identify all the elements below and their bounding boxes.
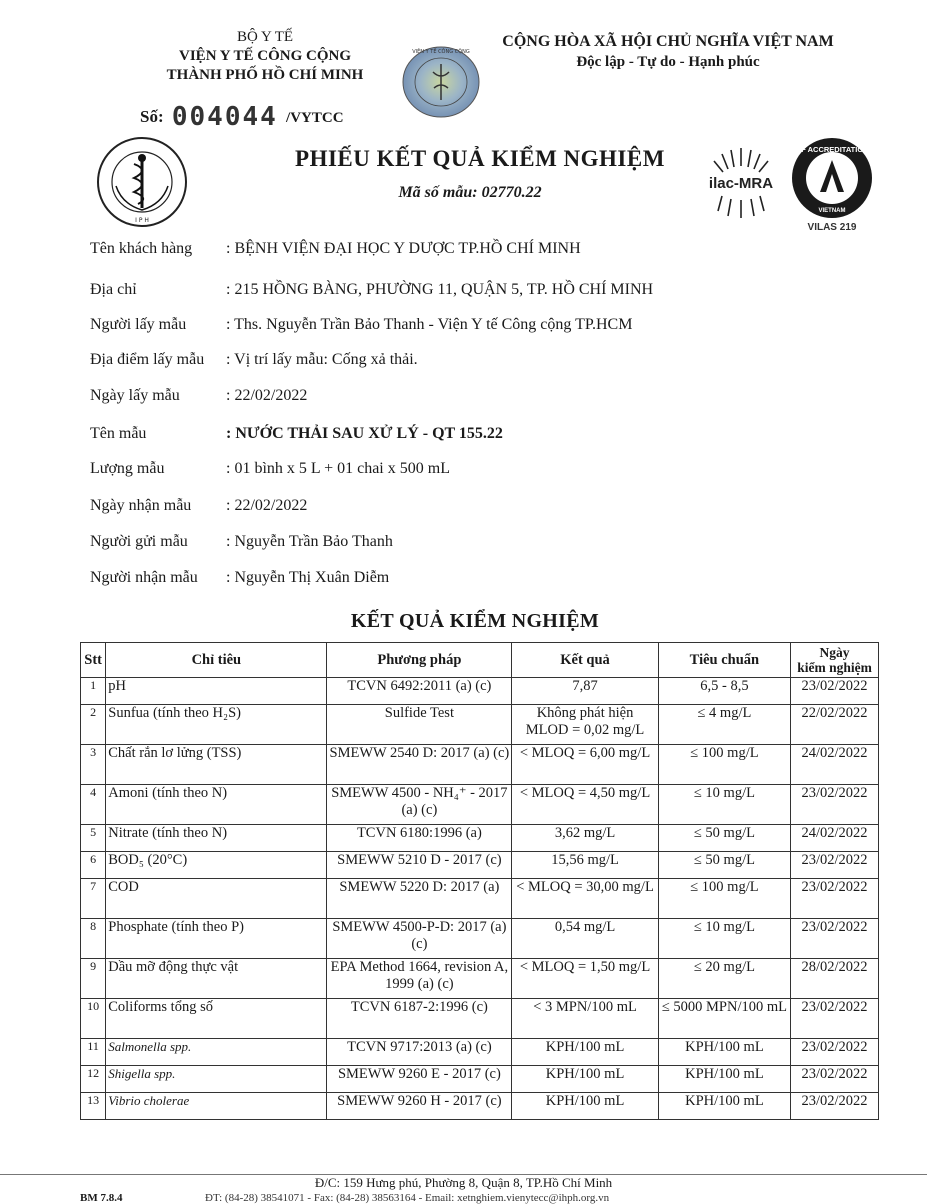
table-row [81, 678, 879, 705]
cell-stt: 9 [81, 959, 106, 999]
header-date-line1: Ngày [819, 645, 850, 660]
info-label: Tên khách hàng [90, 240, 193, 257]
institute-logo [92, 134, 192, 230]
national-header [478, 32, 858, 72]
info-value: : NƯỚC THẢI SAU XỬ LÝ - QT 155.22 [226, 425, 503, 442]
cell-standard: ≤ 100 mg/L [658, 879, 790, 919]
cell-method: TCVN 6492:2011 (a) (c) [327, 678, 512, 705]
svg-text:ilac-MRA: ilac-MRA [708, 175, 774, 192]
cell-date: 23/02/2022 [791, 678, 879, 705]
cell-result: 3,62 mg/L [512, 825, 658, 852]
footer-address: Đ/C: 159 Hưng phú, Phường 8, Quận 8, TP.Hồ Chí Minh [314, 1175, 613, 1190]
document-number [140, 102, 344, 132]
info-label: Ngày lấy mẫu [90, 387, 180, 404]
cell-method: TCVN 9717:2013 (a) (c) [327, 1039, 512, 1066]
cell-method: SMEWW 4500 - NH₄⁺ - 2017 (a) (c) [327, 785, 512, 825]
table-row [81, 959, 879, 999]
table-row [81, 785, 879, 825]
cell-param: COD [106, 879, 327, 919]
document-number-suffix: /VYTCC [286, 110, 344, 126]
cell-param: pH [106, 678, 327, 705]
table-row [81, 825, 879, 852]
cell-standard: ≤ 50 mg/L [658, 852, 790, 879]
footer-contact: ĐT: (84-28) 38541071 - Fax: (84-28) 38563164 - Email: xetnghiem.vienytecc@ihph.org.vn [205, 1192, 610, 1204]
info-label: Địa điểm lấy mẫu [90, 351, 205, 368]
info-label: Lượng mẫu [90, 460, 165, 477]
cell-stt: 1 [81, 678, 106, 705]
cell-date: 23/02/2022 [791, 919, 879, 959]
cell-standard: KPH/100 mL [658, 1039, 790, 1066]
cell-result: < MLOQ = 1,50 mg/L [512, 959, 658, 999]
cell-date: 23/02/2022 [791, 879, 879, 919]
institute-name-line2: THÀNH PHỐ HỒ CHÍ MINH [166, 67, 364, 83]
header-method: Phương pháp [327, 643, 512, 678]
cell-result: KPH/100 mL [512, 1093, 658, 1120]
cell-result: 0,54 mg/L [512, 919, 658, 959]
vilas-code: VILAS 219 [807, 222, 857, 233]
table-row [81, 879, 879, 919]
cell-stt: 2 [81, 705, 106, 745]
bureau-of-accreditation-logo [790, 136, 874, 220]
cell-standard: ≤ 20 mg/L [658, 959, 790, 999]
table-row [81, 999, 879, 1039]
cell-stt: 12 [81, 1066, 106, 1093]
svg-text:VIỆN Y TẾ CÔNG CỘNG: VIỆN Y TẾ CÔNG CỘNG [412, 49, 470, 55]
info-value: : 215 HỒNG BÀNG, PHƯỜNG 11, QUẬN 5, TP. HỒ CHÍ MINH [226, 281, 654, 298]
cell-param: Amoni (tính theo N) [106, 785, 327, 825]
header-date [791, 643, 879, 678]
info-value: : 22/02/2022 [226, 497, 308, 514]
cell-stt: 3 [81, 745, 106, 785]
cell-method: SMEWW 2540 D: 2017 (a) (c) [327, 745, 512, 785]
cell-method: TCVN 6180:1996 (a) [327, 825, 512, 852]
cell-method: Sulfide Test [327, 705, 512, 745]
info-label: Tên mẫu [90, 425, 147, 442]
document-title: PHIẾU KẾT QUẢ KIỂM NGHIỆM [295, 146, 665, 171]
cell-method: TCVN 6187-2:1996 (c) [327, 999, 512, 1039]
info-label: Người gửi mẫu [90, 533, 188, 550]
cell-date: 24/02/2022 [791, 745, 879, 785]
info-label: Địa chỉ [90, 281, 137, 298]
cell-date: 23/02/2022 [791, 1039, 879, 1066]
cell-param: Vibrio cholerae [106, 1093, 327, 1120]
cell-standard: ≤ 50 mg/L [658, 825, 790, 852]
table-row [81, 852, 879, 879]
cell-date: 28/02/2022 [791, 959, 879, 999]
national-motto: Độc lập - Tự do - Hạnh phúc [576, 54, 760, 70]
table-row [81, 1066, 879, 1093]
header-result: Kết quả [512, 643, 658, 678]
cell-stt: 10 [81, 999, 106, 1039]
cell-standard: KPH/100 mL [658, 1093, 790, 1120]
table-header-row [81, 643, 879, 678]
cell-param: Sunfua (tính theo H₂S) [106, 705, 327, 745]
institution-header [120, 28, 410, 85]
cell-date: 22/02/2022 [791, 705, 879, 745]
cell-date: 23/02/2022 [791, 1093, 879, 1120]
sample-code: Mã số mẫu: 02770.22 [398, 184, 542, 201]
table-row [81, 1093, 879, 1120]
table-row [81, 919, 879, 959]
info-value: : Vị trí lấy mẫu: Cống xả thải. [226, 351, 418, 368]
header-standard: Tiêu chuẩn [658, 643, 790, 678]
info-value: : BỆNH VIỆN ĐẠI HỌC Y DƯỢC TP.HỒ CHÍ MINH [226, 240, 581, 257]
info-label: Người nhận mẫu [90, 569, 198, 586]
cell-date: 23/02/2022 [791, 999, 879, 1039]
hologram-seal [400, 44, 482, 120]
header-stt: Stt [81, 643, 106, 678]
cell-standard: ≤ 4 mg/L [658, 705, 790, 745]
cell-result: < MLOQ = 4,50 mg/L [512, 785, 658, 825]
cell-result: Không phát hiện MLOD = 0,02 mg/L [512, 705, 658, 745]
cell-date: 24/02/2022 [791, 825, 879, 852]
cell-result: KPH/100 mL [512, 1066, 658, 1093]
svg-text:I P H: I P H [135, 217, 149, 224]
document-number-label: Số: [140, 107, 164, 126]
cell-method: SMEWW 5210 D - 2017 (c) [327, 852, 512, 879]
cell-stt: 6 [81, 852, 106, 879]
cell-standard: ≤ 5000 MPN/100 mL [658, 999, 790, 1039]
cell-param: Shigella spp. [106, 1066, 327, 1093]
cell-param: Nitrate (tính theo N) [106, 825, 327, 852]
cell-standard: 6,5 - 8,5 [658, 678, 790, 705]
info-value: : 01 bình x 5 L + 01 chai x 500 mL [226, 460, 450, 477]
cell-stt: 11 [81, 1039, 106, 1066]
cell-standard: ≤ 100 mg/L [658, 745, 790, 785]
cell-result: KPH/100 mL [512, 1039, 658, 1066]
header-param: Chỉ tiêu [106, 643, 327, 678]
cell-param: Salmonella spp. [106, 1039, 327, 1066]
cell-param: Phosphate (tính theo P) [106, 919, 327, 959]
cell-standard: ≤ 10 mg/L [658, 785, 790, 825]
cell-stt: 4 [81, 785, 106, 825]
cell-date: 23/02/2022 [791, 852, 879, 879]
ilac-mra-logo [698, 140, 784, 226]
cell-method: EPA Method 1664, revision A, 1999 (a) (c) [327, 959, 512, 999]
cell-param: Coliforms tổng số [106, 999, 327, 1039]
cell-result: < MLOQ = 6,00 mg/L [512, 745, 658, 785]
cell-param: BOD₅ (20°C) [106, 852, 327, 879]
cell-standard: ≤ 10 mg/L [658, 919, 790, 959]
form-code: BM 7.8.4 [80, 1192, 123, 1204]
svg-text:VIETNAM: VIETNAM [818, 208, 846, 214]
cell-stt: 13 [81, 1093, 106, 1120]
cell-method: SMEWW 9260 E - 2017 (c) [327, 1066, 512, 1093]
cell-method: SMEWW 9260 H - 2017 (c) [327, 1093, 512, 1120]
cell-stt: 8 [81, 919, 106, 959]
results-table [80, 642, 879, 1120]
table-row [81, 745, 879, 785]
header-date-line2: kiểm nghiệm [797, 660, 872, 675]
cell-result: 15,56 mg/L [512, 852, 658, 879]
document-number-value: 004044 [171, 102, 278, 132]
ministry-name: BỘ Y TẾ [236, 29, 294, 45]
info-label: Người lấy mẫu [90, 316, 187, 333]
table-row [81, 1039, 879, 1066]
results-title: KẾT QUẢ KIỂM NGHIỆM [350, 610, 600, 632]
cell-result: 7,87 [512, 678, 658, 705]
cell-stt: 5 [81, 825, 106, 852]
cell-result: < MLOQ = 30,00 mg/L [512, 879, 658, 919]
info-value: : 22/02/2022 [226, 387, 308, 404]
cell-method: SMEWW 5220 D: 2017 (a) [327, 879, 512, 919]
cell-param: Chất rắn lơ lửng (TSS) [106, 745, 327, 785]
svg-text:OF ACCREDITATION: OF ACCREDITATION [795, 145, 869, 154]
institute-name-line1: VIỆN Y TẾ CÔNG CỘNG [179, 48, 351, 64]
cell-date: 23/02/2022 [791, 785, 879, 825]
info-value: : Nguyễn Trần Bảo Thanh [226, 533, 393, 550]
cell-result: < 3 MPN/100 mL [512, 999, 658, 1039]
info-value: : Nguyễn Thị Xuân Diễm [226, 569, 390, 586]
info-value: : Ths. Nguyễn Trần Bảo Thanh - Viện Y tế Công cộng TP.HCM [226, 316, 633, 333]
cell-param: Dầu mỡ động thực vật [106, 959, 327, 999]
republic-name: CỘNG HÒA XÃ HỘI CHỦ NGHĨA VIỆT NAM [502, 33, 834, 50]
cell-stt: 7 [81, 879, 106, 919]
cell-standard: KPH/100 mL [658, 1066, 790, 1093]
info-label: Ngày nhận mẫu [90, 497, 192, 514]
cell-method: SMEWW 4500-P-D: 2017 (a) (c) [327, 919, 512, 959]
cell-date: 23/02/2022 [791, 1066, 879, 1093]
table-row [81, 705, 879, 745]
